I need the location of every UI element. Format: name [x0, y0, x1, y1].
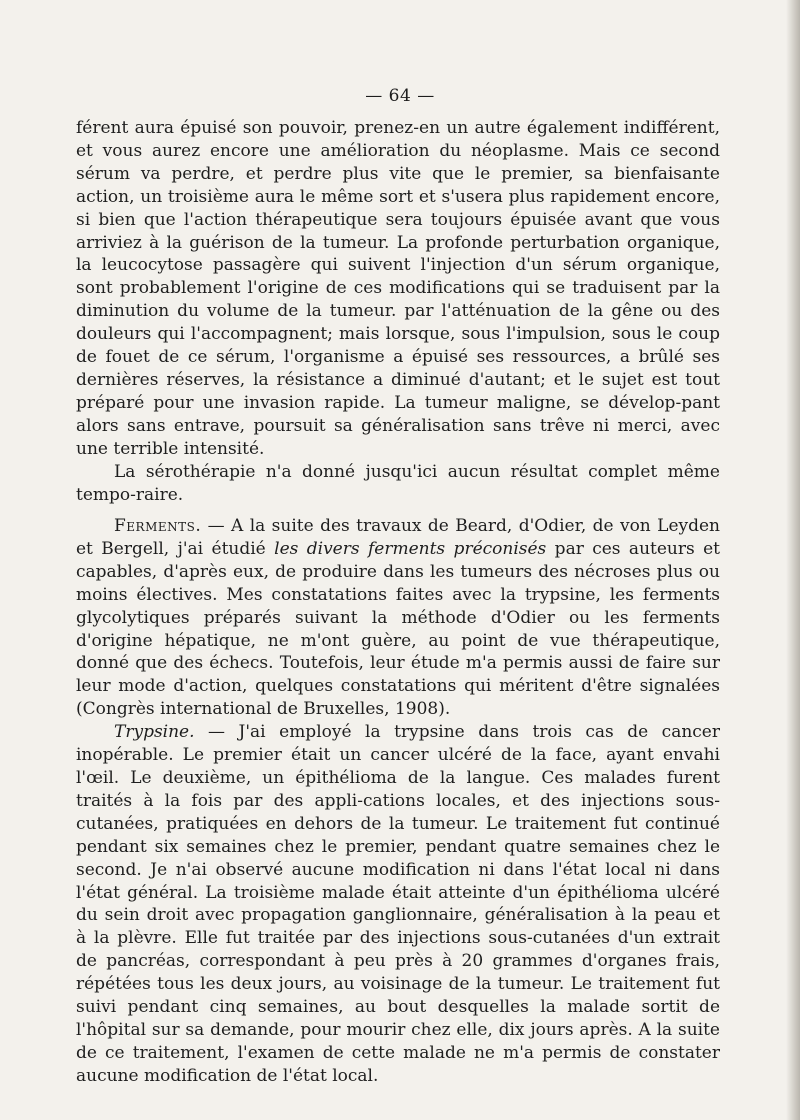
page-number: — 64 — — [365, 86, 435, 106]
paragraph-ferments — [76, 515, 720, 721]
paragraph-serum-continuation: férent aura épuisé son pouvoir, prenez-en un autre également indifférent, et vous aurez encore une amélioration du néoplasme. Mais ce second sérum va perdre, et perdre plus vite que le premier, sa bienfaisante action, un troisième aura le même sort et s'usera plus rapidement encore, si bien que l'action thérapeutique sera toujours épuisée avant que vous arriviez à la guérison de la tumeur. La profonde perturbation organique, la leucocytose passagère qui suivent l'injection d'un sérum organique, sont probablement l'origine de ces modifications qui se traduisent par la diminution du volume de la tumeur. par l'atténuation de la gêne ou des douleurs qui l'accompagnent; mais lorsque, sous l'impulsion, sous le coup de fouet de ce sérum, l'organisme a épuisé ses ressources, a brûlé ses dernières réserves, la résistance a diminué d'autant; et le sujet est tout préparé pour une invasion rapide. La tumeur maligne, se dévelop-pant alors sans entrave, poursuit sa généralisation sans trêve ni merci, avec une terrible intensité. — [76, 118, 720, 459]
text-section-serotherapie — [76, 117, 720, 506]
section-heading-ferments: Ferments. — [114, 516, 202, 536]
page-edge-shadow — [786, 0, 800, 1120]
paragraph-trypsine — [76, 721, 720, 1088]
text-section-ferments — [76, 515, 720, 1088]
ferments-italic-phrase: les divers ferments préconisés — [274, 538, 547, 559]
ferments-text-b: par ces auteurs et capables, d'après eux, de produire dans les tumeurs des nécroses plus ou moins électives. Mes constatations faites avec la trypsine, les ferments glycolytiques préparés suivant la méthode d'Odier ou les ferments d'origine hépatique, ne m'ont guère, au point de vue thérapeutique, donné que des échecs. Toutefois, leur étude m'a permis aussi de faire sur leur mode d'action, quelques constatations qui méritent d'être signalées (Congrès international de Bruxelles, 1908). — [76, 538, 720, 720]
ferments-text-a: — A la suite des travaux de Beard, d'Odier, de von Leyden et Bergell, j'ai étudié — [76, 516, 720, 559]
paragraph-serotherapie-conclusion: La sérothérapie n'a donné jusqu'ici aucun résultat complet même tempo-raire. — [76, 461, 720, 505]
trypsine-text: — J'ai employé la trypsine dans trois cas de cancer inopérable. Le premier était un cancer ulcéré de la face, ayant envahi l'œil. Le deuxième, un épithélioma de la langue. Ces malades furent traités à la fois par des appli-cations locales, et des injections sous-cutanées, pratiquées en dehors de la tumeur. Le traitement fut continué pendant six semaines chez le premier, pendant quatre semaines chez le second. Je n'ai observé aucune modification ni dans l'état local ni dans l'état général. La troisième malade était atteinte d'un épithélioma ulcéré du sein droit avec propagation ganglionnaire, généralisation à la peau et à la plèvre. Elle fut traitée par des injections sous-cutanées d'un extrait de pancréas, correspondant à peu près à 20 grammes d'organes frais, répétées tous les deux jours, au voisinage de la tumeur. Le traitement fut suivi pendant cinq semaines, au bout desquelles la malade sortit de l'hôpital sur sa demande, pour mourir chez elle, dix jours après. A la suite de ce traitement, l'examen de cette malade ne m'a permis de constater aucune modification de l'état local. — [76, 722, 720, 1086]
subheading-trypsine: Trypsine. — [114, 722, 195, 743]
